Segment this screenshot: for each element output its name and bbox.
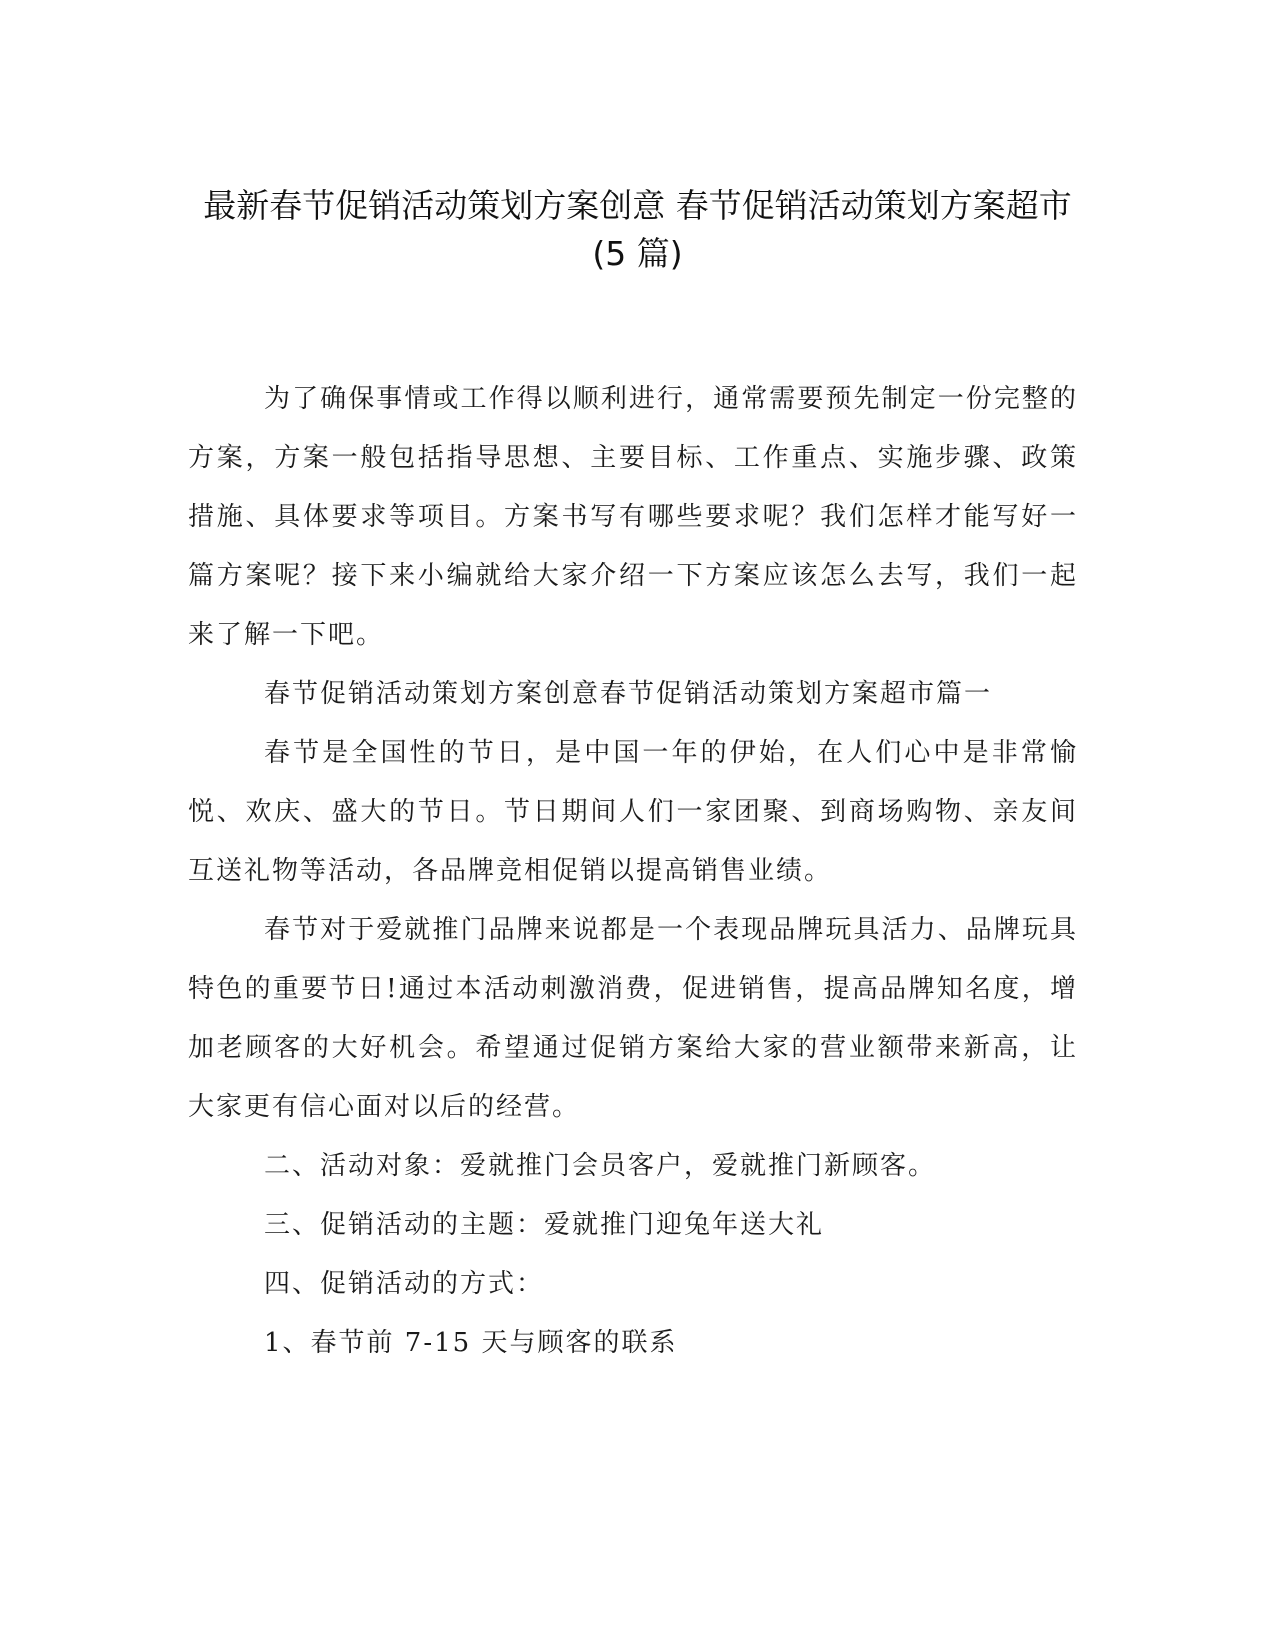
paragraph-item-1: 1、春节前 7-15 天与顾客的联系: [264, 1328, 678, 1358]
paragraph-purpose: 春节对于爱就推门品牌来说都是一个表现品牌玩具活力、品牌玩具特色的重要节日!通过本活动刺激消费，促进销售，提高品牌知名度，增加老顾客的大好机会。希望通过促销方案给大家的营业额带来新高，让大家更有信心面对以后的经营。: [188, 915, 1078, 1122]
paragraph-method: 四、促销活动的方式：: [264, 1269, 545, 1299]
title-line-2: (5 篇): [592, 234, 683, 273]
paragraph-background: 春节是全国性的节日，是中国一年的伊始，在人们心中是非常愉悦、欢庆、盛大的节日。节日期间人们一家团聚、到商场购物、亲友间互送礼物等活动，各品牌竞相促销以提高销售业绩。: [188, 738, 1078, 886]
document-title: [150, 182, 1125, 278]
paragraph-theme: 三、促销活动的主题：爱就推门迎兔年送大礼: [264, 1210, 825, 1240]
paragraph-section-heading: 春节促销活动策划方案创意春节促销活动策划方案超市篇一: [264, 679, 993, 709]
paragraph-target-audience: 二、活动对象：爱就推门会员客户，爱就推门新顾客。: [264, 1151, 937, 1181]
document-body: [188, 370, 1078, 1373]
title-line-1: 最新春节促销活动策划方案创意 春节促销活动策划方案超市: [203, 186, 1072, 225]
paragraph-intro: 为了确保事情或工作得以顺利进行，通常需要预先制定一份完整的方案，方案一般包括指导思想、主要目标、工作重点、实施步骤、政策措施、具体要求等项目。方案书写有哪些要求呢？我们怎样才能写好一篇方案呢？接下来小编就给大家介绍一下方案应该怎么去写，我们一起来了解一下吧。: [188, 384, 1078, 650]
